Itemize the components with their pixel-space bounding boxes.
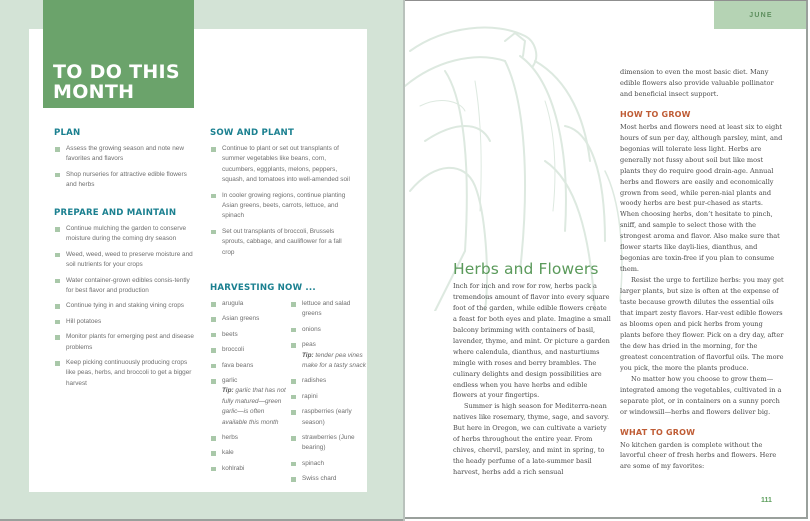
- list-item: broccoli: [210, 345, 290, 355]
- list-item: Continue mulching the garden to conserve moisture during the coming dry season: [54, 224, 194, 245]
- harvest-heading: HARVESTING NOW ...: [210, 283, 316, 293]
- list-item: Keep picking continuously producing crops like peas, herbs, and broccoli to get a bigger harvest: [54, 358, 194, 389]
- list-item: garlic Tip: garlic that has not fully matured—green garlic—is often available this month: [210, 376, 290, 428]
- tip-text: Tip: tender pea vines make for a tasty snack: [302, 351, 366, 370]
- list-item: herbs: [210, 433, 290, 443]
- list-item: Assess the growing season and note new favorites and flavors: [54, 144, 194, 165]
- article-column-2: [620, 67, 784, 472]
- article-paragraph: Most herbs and flowers need at least six to eight hours of sun per day, although parsley, mint, and begonias will tolerate less light. Herbs are generally not fussy about soil but like most plants they do require good drain-age. Annual herbs and flowers are easily and economically grown from seed, while peren-nial plants and woody herbs are best pur-chased as starts. When choosing herbs, don’t hesitate to pinch, sniff, and sample to select those with the strongest aroma and flavor. Also make sure that flower starts like dayli-lies, dianthus, and begonias are toxin-free if you plan to consume them.: [620, 122, 783, 274]
- article-paragraph: dimension to even the most basic diet. Many edible flowers also provide valuable pollinator and beneficial insect support.: [620, 68, 774, 98]
- list-item: kohlrabi: [210, 464, 290, 474]
- list-item: kale: [210, 448, 290, 458]
- what-to-grow-heading: WHAT TO GROW: [620, 427, 696, 437]
- list-item: Continue tying in and staking vining crops: [54, 301, 194, 311]
- article-paragraph: No matter how you choose to grow them—integrated among the vegetables, cultivated in a separate plot, or in containers on a sunny porch or windowsill—herbs and flowers deliver big.: [620, 374, 782, 416]
- list-item: radishes: [290, 376, 370, 386]
- list-item: Set out transplants of broccoli, Brussels sprouts, cabbage, and cauliflower for a fall crop: [210, 227, 350, 258]
- harvest-section: [210, 283, 370, 490]
- list-item: Water container-grown edibles consis-tently for best flavor and production: [54, 276, 194, 297]
- article-paragraph: Inch for inch and row for row, herbs pack a tremendous amount of flavor into every square foot of the garden, while edible flowers create a feast for both eyes and plate. Imagine a small balcony brimming with containers of basil, lavender, thyme, and mint. Or picture a garden where calendula, dianthus, and nasturtiums mingle with roses and berry brambles. The culinary delights and design possibilities are endless when you have herbs and edible flowers at your fingertips.: [453, 281, 611, 400]
- list-item: arugula: [210, 299, 290, 309]
- article-column-1: [453, 260, 611, 478]
- month-label: JUNE: [749, 11, 773, 19]
- list-item: Continue to plant or set out transplants of summer vegetables like beans, corn, cucumbers, eggplants, melons, peppers, squash, and tomatoes into well-amended soil: [210, 144, 350, 186]
- sow-heading: SOW AND PLANT: [210, 128, 295, 138]
- list-item: raspberries (early season): [290, 407, 370, 428]
- list-item: onions: [290, 325, 370, 335]
- list-item: peas Tip: tender pea vines make for a tasty snack: [290, 340, 370, 371]
- list-item: spinach: [290, 459, 370, 469]
- title-block: [43, 0, 194, 108]
- list-item: Hill potatoes: [54, 317, 194, 327]
- article-paragraph: No kitchen garden is complete without the lavorful cheer of fresh herbs and flowers. Here are some of my favorites:: [620, 440, 777, 471]
- list-item: Monitor plants for emerging pest and disease problems: [54, 332, 194, 353]
- list-item: beets: [210, 330, 290, 340]
- page-title: TO DO THIS MONTH: [53, 61, 180, 103]
- left-page: [0, 0, 403, 521]
- right-page: [405, 0, 808, 519]
- tip-text: Tip: garlic that has not fully matured—green garlic—is often available this month: [222, 387, 286, 426]
- list-item: lettuce and salad greens: [290, 299, 370, 320]
- harvest-list-2: [290, 299, 370, 490]
- sow-list: [210, 144, 350, 258]
- plan-heading: PLAN: [54, 128, 81, 138]
- plan-section: [54, 128, 194, 196]
- harvest-list-1: [210, 299, 290, 490]
- list-item: In cooler growing regions, continue planting Asian greens, beets, carrots, lettuce, and spinach: [210, 191, 350, 222]
- list-item: Shop nurseries for attractive edible flowers and herbs: [54, 170, 194, 191]
- list-item: fava beans: [210, 361, 290, 371]
- month-tab: [714, 1, 808, 29]
- list-item: Swiss chard: [290, 474, 370, 484]
- article-paragraph: Resist the urge to fertilize herbs: you may get larger plants, but size is often at the expense of taste because growth dilutes the essential oils that impart zesty flavors. Har-vest edible flowers as blooms open and pick herbs from young plants before they flower. Pick on a dry day, after the dew has dried in the morning, for the greatest concentration of flavorful oils. The more you pick, the more the plants produce.: [620, 276, 784, 372]
- prepare-heading: PREPARE AND MAINTAIN: [54, 208, 177, 218]
- sow-section: [210, 128, 350, 263]
- article-title: Herbs and Flowers: [453, 260, 599, 278]
- article-paragraph: Summer is high season for Mediterra-nean natives like rosemary, thyme, sage, and savory. But here in Oregon, we can cultivate a variety of herbs throughout the entire year. From chives, chervil, parsley, and mint in spring, to the heady perfume of a late-summer basil harvest, herbs add a rich sensual: [453, 402, 610, 477]
- prepare-list: [54, 224, 194, 389]
- plan-list: [54, 144, 194, 191]
- how-to-grow-heading: HOW TO GROW: [620, 109, 691, 119]
- list-item: Asian greens: [210, 314, 290, 324]
- list-item: Weed, weed, weed to preserve moisture and soil nutrients for your crops: [54, 250, 194, 271]
- list-item: rapini: [290, 392, 370, 402]
- page-number: 111: [761, 497, 772, 504]
- list-item: strawberries (June bearing): [290, 433, 370, 454]
- prepare-section: [54, 208, 194, 394]
